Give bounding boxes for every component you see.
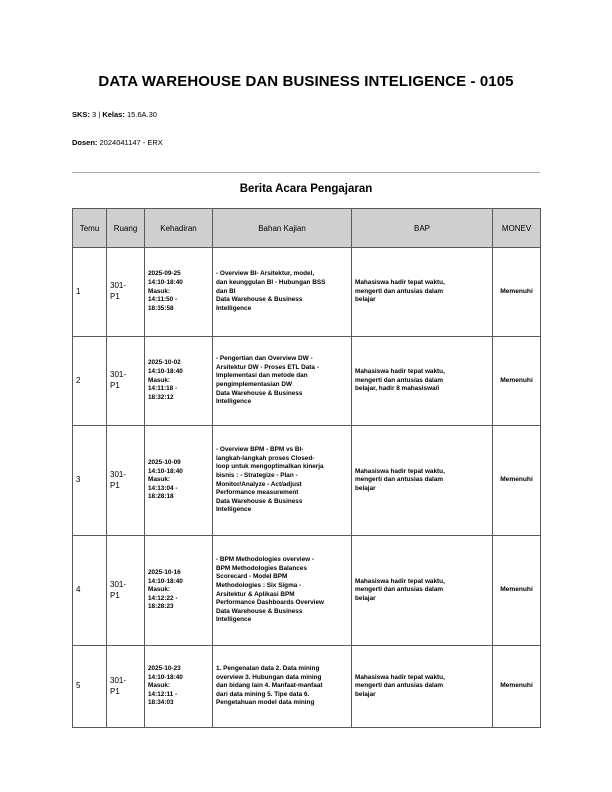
table-row: [73, 536, 541, 646]
cell-ruang: 301- P1: [107, 248, 145, 337]
lecturer-info: [72, 138, 163, 147]
sks-label: SKS:: [72, 110, 90, 119]
cell-bap: Mahasiswa hadir tepat waktu, mengerti dan antusias dalam belajar: [352, 248, 493, 337]
cell-ruang: 301- P1: [107, 646, 145, 728]
cell-kehadiran: 2025-10-23 14:10-18:40 Masuk: 14:12:11 - 18:34:03: [145, 646, 213, 728]
cell-kehadiran: 2025-10-16 14:10-18:40 Masuk: 14:12:22 - 18:28:23: [145, 536, 213, 646]
table-row: [73, 646, 541, 728]
cell-ruang: 301- P1: [107, 536, 145, 646]
teaching-report-table: [72, 208, 541, 728]
cell-monev: Memenuhi: [493, 536, 541, 646]
header-kehadiran: Kehadiran: [145, 209, 213, 248]
header-temu: Temu: [73, 209, 107, 248]
page-title: DATA WAREHOUSE DAN BUSINESS INTELIGENCE - 0105: [98, 73, 514, 90]
table-row: [73, 426, 541, 536]
course-info: [72, 110, 157, 119]
cell-ruang: 301- P1: [107, 337, 145, 426]
cell-monev: Memenuhi: [493, 337, 541, 426]
cell-kehadiran: 2025-09-25 14:10-18:40 Masuk: 14:11:50 - 18:35:58: [145, 248, 213, 337]
cell-monev: Memenuhi: [493, 248, 541, 337]
table-header-row: [73, 209, 541, 248]
cell-ruang: 301- P1: [107, 426, 145, 536]
sks-value: 3: [92, 110, 97, 119]
cell-bahan-kajian: - Overview BPM - BPM vs BI- langkah-langkah proses Closed- loop untuk mengoptimalkan kinerja bisnis : - Strategize - Plan - Monitor/Analyze - Act/adjust Performance measurement Data Warehouse & Business Intelligence: [213, 426, 352, 536]
table-row: [73, 337, 541, 426]
cell-temu: 5: [73, 646, 107, 728]
cell-kehadiran: 2025-10-02 14:10-18:40 Masuk: 14:11:18 - 18:32:12: [145, 337, 213, 426]
cell-bahan-kajian: - Pengertian dan Overview DW - Arsitektur DW - Proses ETL Data - Implementasi dan metode dan pengimplementasian DW Data Warehouse & Business Intelligence: [213, 337, 352, 426]
cell-temu: 2: [73, 337, 107, 426]
table-row: [73, 248, 541, 337]
cell-temu: 3: [73, 426, 107, 536]
dosen-label: Dosen:: [72, 138, 98, 147]
cell-bahan-kajian: - Overview BI- Arsitektur, model, dan keunggulan BI - Hubungan BSS dan BI Data Warehouse & Business Intelligence: [213, 248, 352, 337]
cell-bap: Mahasiswa hadir tepat waktu, mengerti dan antusias dalam belajar: [352, 646, 493, 728]
cell-bap: Mahasiswa hadir tepat waktu, mengerti dan antusias dalam belajar: [352, 426, 493, 536]
section-title: Berita Acara Pengajaran: [239, 183, 373, 195]
kelas-value: 15.6A.30: [126, 110, 157, 119]
cell-monev: Memenuhi: [493, 426, 541, 536]
cell-monev: Memenuhi: [493, 646, 541, 728]
cell-temu: 4: [73, 536, 107, 646]
cell-temu: 1: [73, 248, 107, 337]
separator: |: [98, 110, 101, 119]
divider: [72, 172, 540, 173]
header-bap: BAP: [352, 209, 493, 248]
header-bahan-kajian: Bahan Kajian: [213, 209, 352, 248]
cell-bap: Mahasiswa hadir tepat waktu, mengerti dan antusias dalam belajar, hadir 8 mahasiswa/i: [352, 337, 493, 426]
kelas-label: Kelas:: [102, 110, 125, 119]
cell-bahan-kajian: 1. Pengenalan data 2. Data mining overview 3. Hubungan data mining dan bidang lain 4. Manfaat-manfaat dari data mining 5. Tipe data 6. Pengetahuan model data mining: [213, 646, 352, 728]
cell-kehadiran: 2025-10-09 14:10-18:40 Masuk: 14:13:04 - 18:28:18: [145, 426, 213, 536]
cell-bahan-kajian: - BPM Methodologies overview - BPM Methodologies Balances Scorecard - Model BPM Methodologies : Six Sigma - Arsitektur & Aplikasi BPM Performance Dashboards Overview Data Warehouse & Business Intelligence: [213, 536, 352, 646]
header-monev: MONEV: [493, 209, 541, 248]
dosen-value: 2024041147 - ERX: [99, 138, 163, 147]
header-ruang: Ruang: [107, 209, 145, 248]
cell-bap: Mahasiswa hadir tepat waktu, mengerti dan antusias dalam belajar: [352, 536, 493, 646]
